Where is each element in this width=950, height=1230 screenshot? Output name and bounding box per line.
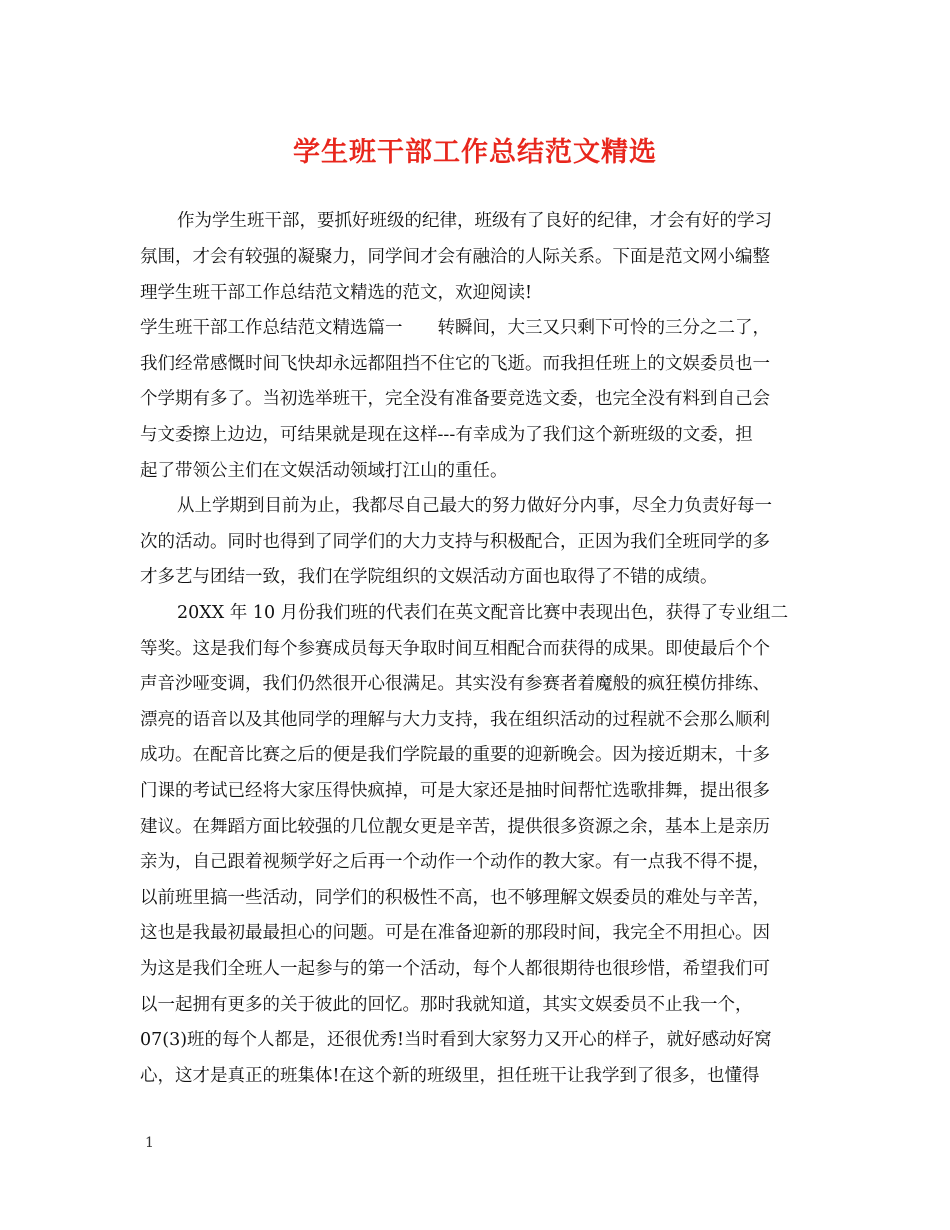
text-line: 才多艺与团结一致，我们在学院组织的文娱活动方面也取得了不错的成绩。 xyxy=(140,567,718,587)
text-line: 等奖。这是我们每个参赛成员每天争取时间互相配合而获得的成果。即使最后个个 xyxy=(140,639,770,659)
text-line: 与文委擦上边边，可结果就是现在这样---有幸成为了我们这个新班级的文委，担 xyxy=(140,425,753,445)
text-line: 从上学期到目前为止，我都尽自己最大的努力做好分内事，尽全力负责好每一 xyxy=(177,496,772,516)
text-line: 为这是我们全班人一起参与的第一个活动，每个人都很期待也很珍惜，希望我们可 xyxy=(140,959,770,979)
text-line: 以一起拥有更多的关于彼此的回忆。那时我就知道，其实文娱委员不止我一个， xyxy=(140,995,753,1015)
text-line: 建议。在舞蹈方面比较强的几位靓女更是辛苦，提供很多资源之余，基本上是亲历 xyxy=(140,817,770,837)
text-line: 起了带领公主们在文娱活动领域打江山的重任。 xyxy=(140,461,508,481)
text-line: 成功。在配音比赛之后的便是我们学院最的重要的迎新晚会。因为接近期末，十多 xyxy=(140,745,770,765)
text-line: 07(3)班的每个人都是，还很优秀!当时看到大家努力又开心的样子，就好感动好窝 xyxy=(140,1030,772,1050)
text-line: 漂亮的语音以及其他同学的理解与大力支持，我在组织活动的过程就不会那么顺利 xyxy=(140,710,770,730)
text-line: 门课的考试已经将大家压得快疯掉，可是大家还是抽时间帮忙选歌排舞，提出很多 xyxy=(140,781,770,801)
text-line: 学生班干部工作总结范文精选篇一 转瞬间，大三又只剩下可怜的三分之二了， xyxy=(140,318,770,338)
text-line: 这也是我最初最最担心的问题。可是在准备迎新的那段时间，我完全不用担心。因 xyxy=(140,923,770,943)
page-number: 1 xyxy=(145,1135,154,1151)
text-line: 心，这才是真正的班集体!在这个新的班级里，担任班干让我学到了很多，也懂得 xyxy=(140,1066,760,1086)
text-line: 理学生班干部工作总结范文精选的范文，欢迎阅读! xyxy=(140,283,533,303)
text-line: 20XX 年 10 月份我们班的代表们在英文配音比赛中表现出色，获得了专业组二 xyxy=(177,603,789,623)
text-line: 亲为，自己跟着视频学好之后再一个动作一个动作的教大家。有一点我不得不提， xyxy=(140,852,770,872)
document-title: 学生班干部工作总结范文精选 xyxy=(293,137,657,168)
text-line: 次的活动。同时也得到了同学们的大力支持与积极配合，正因为我们全班同学的多 xyxy=(140,532,770,552)
text-line: 以前班里搞一些活动，同学们的积极性不高，也不够理解文娱委员的难处与辛苦， xyxy=(140,888,770,908)
text-line: 作为学生班干部，要抓好班级的纪律，班级有了良好的纪律，才会有好的学习 xyxy=(177,211,772,231)
text-line: 个学期有多了。当初选举班干，完全没有准备要竞选文委，也完全没有料到自己会 xyxy=(140,389,770,409)
text-line: 我们经常感慨时间飞快却永远都阻挡不住它的飞逝。而我担任班上的文娱委员也一 xyxy=(140,354,770,374)
text-line: 氛围，才会有较强的凝聚力，同学间才会有融洽的人际关系。下面是范文网小编整 xyxy=(140,247,770,267)
text-line: 声音沙哑变调，我们仍然很开心很满足。其实没有参赛者着魔般的疯狂模仿排练、 xyxy=(140,674,770,694)
